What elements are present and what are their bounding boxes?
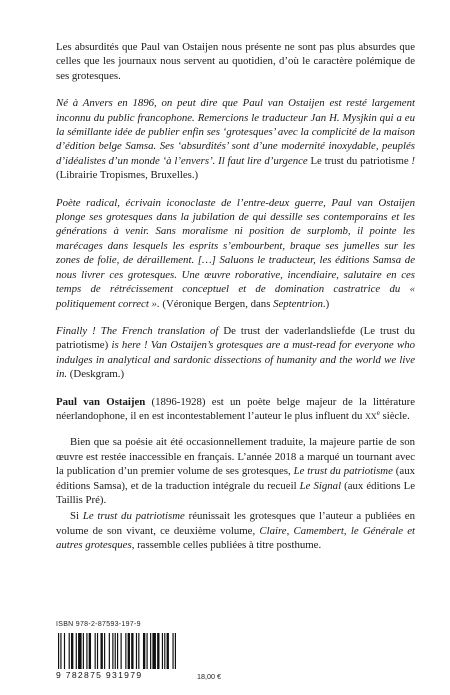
barcode-bar (138, 633, 139, 669)
isbn-label: ISBN 978-2-87593-197-9 (56, 621, 141, 628)
quote-text: Poète radical, écrivain iconoclaste de l’entre-deux guerre, Paul van Ostaijen plonge ses grotesques dans la jubilation de qui dessille ses contemporains et les générations à venir. Sans moralisme ni position de surplomb, il pointe les marécages dans lesquels les esprits s’embourbent, braque ses jumelles sur les zones de folie, de déraillement. […] Saluons le traducteur, les éditions Samsa de nous livrer ces grotesques. Une œuvre roborative, incendiaire, salutaire en ces temps de rétrécissement conceptuel et de domination castratrice du « politiquement correct ». (56, 196, 415, 310)
barcode-bar (86, 633, 87, 669)
barcode-bar (115, 633, 116, 669)
century-suffix: e (376, 408, 380, 417)
barcode-bar (162, 633, 163, 669)
bio-text: (1896-1928) est un poète belge majeur de la littérature néerlandophone, il en est incontestablement l’auteur le plus influent du (56, 395, 415, 422)
book-title: Le trust du patriotisme (82, 510, 185, 523)
book-title: Le trust du patriotisme (307, 154, 412, 167)
text: , (286, 524, 294, 537)
intro-paragraph: Les absurdités que Paul van Ostaijen nous présente ne sont pas plus absurdes que celles que les journaux nous servent au quotidien, d’où le caractère polémique de ses grotesques. (56, 41, 415, 82)
barcode-bar (152, 633, 156, 669)
barcode-bar (112, 633, 113, 669)
barcode-bar (125, 633, 126, 669)
book-title: Le trust du patriotisme (293, 465, 393, 478)
quote-source: (Deskgram.) (67, 368, 125, 381)
quote-source-prefix: (Véronique Bergen, dans (159, 297, 274, 310)
quote-text: Né à Anvers en 1896, on peut dire que Paul van Ostaijen est resté largement inconnu du public francophone. Remercions le traducteur Jan H. Mysjkin qui a eu la sémillante idée de publier enfin ses ‘grotesques’ avec la complicité de la maison d’édition belge Samsa. Ses ‘absurdités’ sont d’une modernité inoxydable, peuplés d’idéalistes d’un monde ‘à l’envers’. Il faut lire d’urgence (56, 97, 415, 167)
quote-text-end: is here ! Van Ostaijen’s grotesques are a must-read for everyone who indulges in analytical and sardonic dissections of humanity and the world we live in. (56, 339, 415, 381)
quote-source: (Librairie Tropismes, Bruxelles.) (56, 169, 199, 182)
barcode-bar (64, 633, 65, 669)
quote-exclamation: ! (411, 154, 415, 167)
text: , rassemble celles publiées à titre posthume. (131, 539, 322, 552)
barcode-bar (109, 633, 110, 669)
barcode-bar (89, 633, 91, 669)
review-quote-tropismes (56, 96, 415, 182)
barcode-bar (175, 633, 176, 669)
text: (aux éditions Le Taillis Pré). (56, 479, 416, 506)
century: xx (365, 409, 377, 422)
barcode-bar (71, 633, 73, 669)
price-label: 18,00 € (197, 672, 221, 681)
barcode-bar (172, 633, 173, 669)
barcode-bar (136, 633, 137, 669)
barcode-bar (128, 633, 130, 669)
author-name: Paul van Ostaijen (56, 395, 146, 408)
book-title: le Générale et autres grotesques (56, 524, 416, 552)
barcode-bar (167, 633, 169, 669)
barcode-bar (69, 633, 70, 669)
book-title-original: De trust der vaderlandsliefde (Le trust du patriotisme) (56, 324, 415, 352)
book-title: Claire (259, 524, 287, 537)
barcode-bar (150, 633, 151, 669)
quote-text-start: Finally ! The French translation of (56, 324, 219, 337)
barcode-bar (117, 633, 118, 669)
barcode-bar (143, 633, 145, 669)
review-quote-deskgram (56, 324, 415, 382)
book-title: Camembert (293, 524, 344, 537)
barcode-bar (164, 633, 165, 669)
barcode-bar (60, 633, 61, 669)
text: (aux éditions Samsa), et de la traduction intégrale du recueil (56, 465, 415, 492)
barcode-bar (100, 633, 102, 669)
bio-end: siècle. (379, 409, 410, 422)
barcode-bar (131, 633, 133, 669)
barcode-bar (157, 633, 159, 669)
author-bio (56, 395, 415, 424)
barcode-bar (58, 633, 59, 669)
review-quote-bergen (56, 196, 415, 311)
translation-paragraph (56, 435, 415, 507)
text: Si (70, 510, 83, 523)
book-title: Le Signal (299, 479, 342, 492)
barcode-bar (104, 633, 105, 669)
barcode-image (58, 633, 176, 669)
barcode-bar (97, 633, 98, 669)
isbn-barcode-block (56, 621, 256, 681)
text: réunissait les grotesques que l’auteur a publiées en volume de son vivant, ce deuxième volume, (56, 510, 415, 537)
quote-source-journal: Septentrion (273, 297, 323, 310)
barcode-bar (95, 633, 96, 669)
text: , (343, 524, 351, 537)
barcode-bar (78, 633, 82, 669)
barcode-bar (76, 633, 77, 669)
quote-source-suffix: .) (322, 297, 330, 310)
barcode-number: 9 782875 931979 (56, 670, 143, 680)
barcode-bar (83, 633, 84, 669)
text: Bien que sa poésie ait été occasionnellement traduite, la majeure partie de son œuvre est restée inaccessible en français. L’année 2018 a marqué un tournant avec la publication d’un premier volume de ses grotesques, (56, 436, 415, 478)
barcode-bar (121, 633, 122, 669)
barcode-bar (147, 633, 148, 669)
volume-paragraph (56, 509, 415, 552)
